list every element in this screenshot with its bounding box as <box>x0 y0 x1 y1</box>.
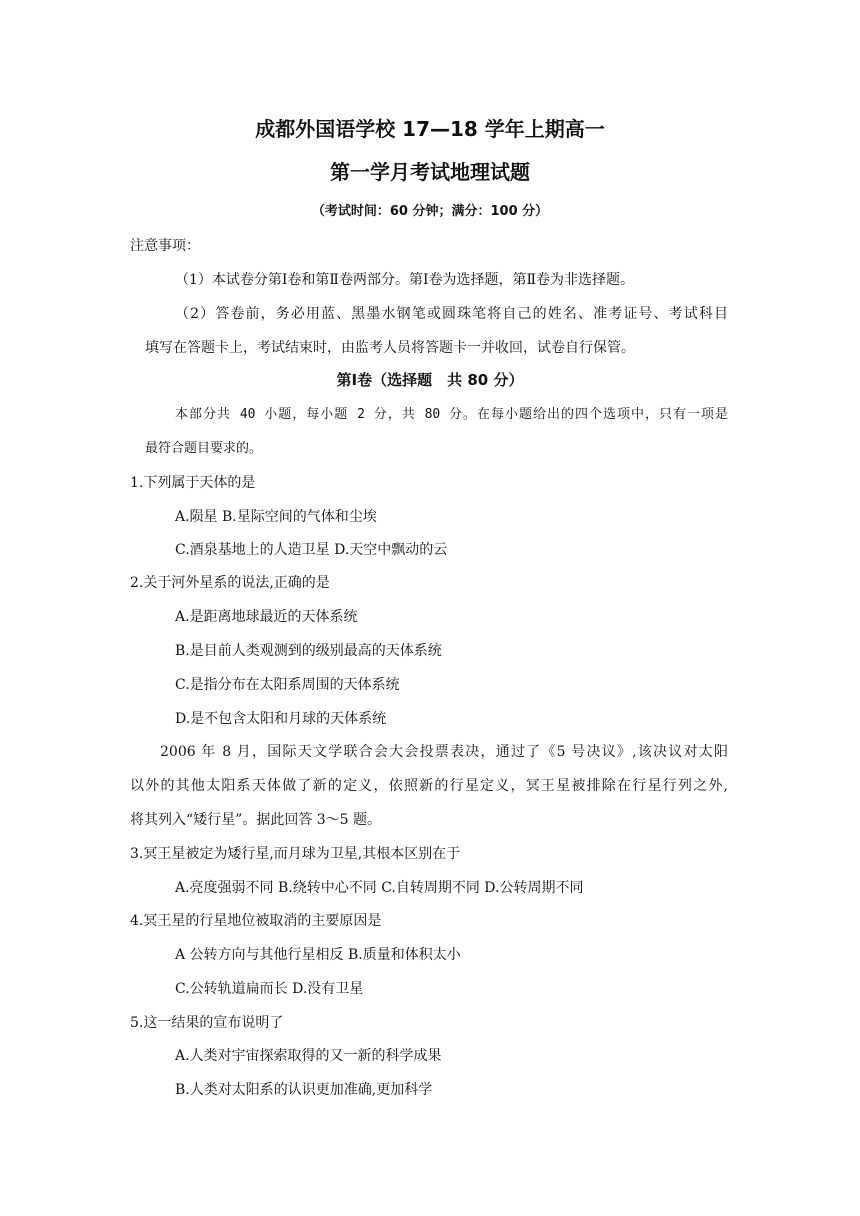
section-1-intro-line2: 最符合题目要求的。 <box>145 441 263 456</box>
notes-label: 注意事项： <box>130 238 200 254</box>
question-3-options: A.亮度强弱不同 B.绕转中心不同 C.自转周期不同 D.公转周期不同 <box>175 880 584 896</box>
question-3-stem: 3.冥王星被定为矮行星,而月球为卫星,其根本区别在于 <box>130 846 461 862</box>
question-4-stem: 4.冥王星的行星地位被取消的主要原因是 <box>130 913 382 929</box>
section-1-heading: 第Ⅰ卷（选择题 共 80 分） <box>336 371 524 389</box>
question-5-option-b: B.人类对太阳系的认识更加准确,更加科学 <box>175 1082 433 1098</box>
question-1-stem: 1.下列属于天体的是 <box>130 475 256 491</box>
question-2-option-d: D.是不包含太阳和月球的天体系统 <box>175 711 387 727</box>
notes-item-1: （1）本试卷分第Ⅰ卷和第Ⅱ卷两部分。第Ⅰ卷为选择题，第Ⅱ卷为非选择题。 <box>175 272 634 288</box>
question-4-options-line2: C.公转轨道扁而长 D.没有卫星 <box>175 981 364 997</box>
passage-line2: 以外的其他太阳系天体做了新的定义，依照新的行星定义，冥王星被排除在行星行列之外, <box>130 778 728 794</box>
question-1-options-line2: C.酒泉基地上的人造卫星 D.天空中飘动的云 <box>175 542 448 558</box>
exam-title-line1: 成都外国语学校 17—18 学年上期高一 <box>255 117 605 141</box>
question-5-stem: 5.这一结果的宣布说明了 <box>130 1015 284 1031</box>
section-1-intro-line1: 本部分共 40 小题，每小题 2 分，共 80 分。在每小题给出的四个选项中，只有一项是 <box>175 407 728 422</box>
question-2-option-b: B.是目前人类观测到的级别最高的天体系统 <box>175 643 442 659</box>
exam-title-line2: 第一学月考试地理试题 <box>330 160 530 184</box>
question-4-options-line1: A 公转方向与其他行星相反 B.质量和体积太小 <box>175 947 461 963</box>
question-1-options-line1: A.陨星 B.星际空间的气体和尘埃 <box>175 509 377 525</box>
question-5-option-a: A.人类对宇宙探索取得的又一新的科学成果 <box>175 1048 442 1064</box>
question-2-option-a: A.是距离地球最近的天体系统 <box>175 609 358 625</box>
notes-item-2-line2: 填写在答题卡上，考试结束时，由监考人员将答题卡一并收回，试卷自行保管。 <box>145 340 635 356</box>
passage-line3: 将其列入“矮行星”。据此回答 3～5 题。 <box>130 812 382 828</box>
exam-info: （考试时间：60 分钟；满分：100 分） <box>311 204 549 219</box>
question-2-option-c: C.是指分布在太阳系周围的天体系统 <box>175 677 400 693</box>
passage-line1: 2006 年 8 月，国际天文学联合会大会投票表决，通过了《5 号决议》,该决议对太阳 <box>160 744 728 760</box>
question-2-stem: 2.关于河外星系的说法,正确的是 <box>130 575 330 591</box>
notes-item-2-line1: （2）答卷前，务必用蓝、黑墨水钢笔或圆珠笔将自己的姓名、准考证号、考试科目 <box>175 306 728 322</box>
